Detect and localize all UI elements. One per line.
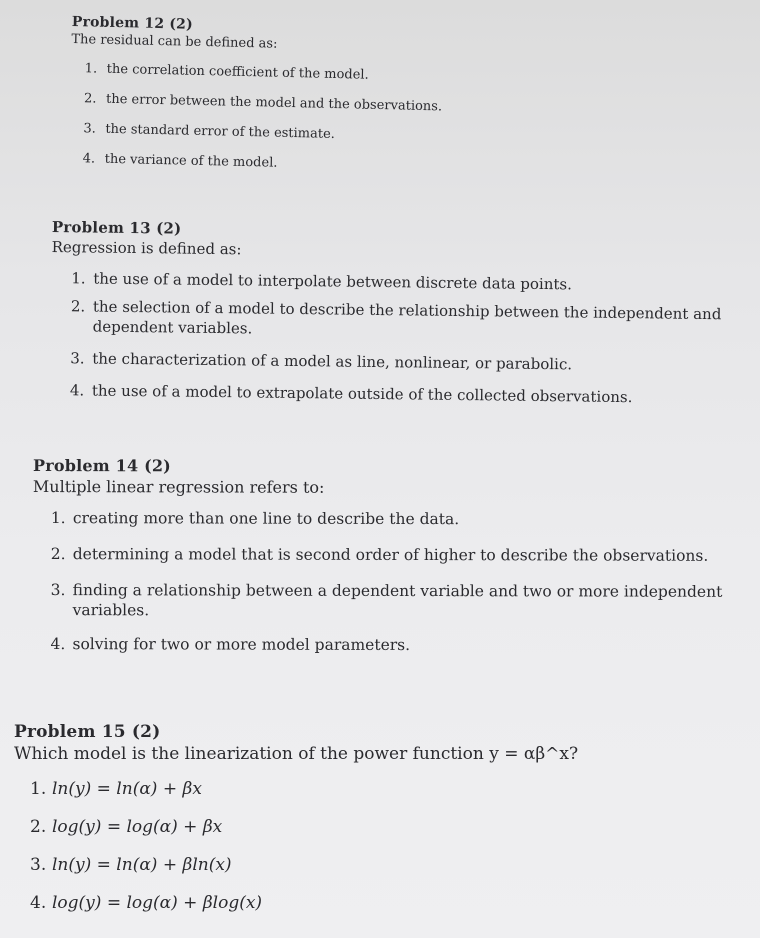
option-text: finding a relationship between a dependent variable and two or more independent variables.	[72, 581, 723, 620]
problem-stem: The residual can be defined as:	[71, 31, 278, 52]
option-number: 3.	[50, 581, 66, 600]
option-2	[30, 816, 734, 838]
option-number: 3.	[70, 349, 85, 368]
problem-stem: Which model is the linearization of the power function y = αβ^x?	[14, 744, 579, 764]
option-number: 1.	[30, 779, 47, 799]
option-text: the selection of a model to describe the relationship between the independent and dependent variables.	[92, 297, 722, 338]
option-text: the standard error of the estimate.	[105, 121, 336, 142]
option-text: the correlation coefficient of the model.	[106, 61, 369, 83]
option-3	[51, 580, 753, 622]
option-1	[71, 268, 741, 296]
option-text: the use of a model to extrapolate outside of the collected observations.	[91, 381, 633, 407]
problem-title: Problem 15 (2)	[14, 722, 161, 742]
option-1	[51, 508, 753, 530]
problem-title: Problem 13 (2)	[51, 218, 182, 238]
option-equation: log(y) = log(α) + βx	[52, 817, 223, 837]
option-2	[51, 544, 753, 566]
option-text: creating more than one line to describe the data.	[72, 509, 460, 529]
option-4	[30, 892, 734, 914]
option-number: 1.	[84, 61, 98, 77]
option-2	[71, 296, 741, 344]
option-number: 3.	[83, 121, 96, 137]
option-number: 3.	[30, 855, 47, 875]
problem-title: Problem 14 (2)	[32, 456, 171, 476]
problem-14	[32, 456, 753, 656]
problem-15	[14, 722, 734, 914]
option-1	[85, 59, 541, 89]
option-3	[83, 119, 539, 149]
option-number: 4.	[30, 893, 47, 913]
option-number: 4.	[82, 151, 96, 167]
option-number: 4.	[69, 381, 85, 400]
option-text: the variance of the model.	[104, 151, 278, 171]
option-number: 2.	[30, 817, 47, 837]
option-text: determining a model that is second order of higher to describe the observations.	[72, 545, 709, 565]
problem-title: Problem 12 (2)	[71, 14, 194, 33]
option-3	[30, 854, 734, 876]
option-number: 4.	[50, 635, 66, 654]
option-2	[84, 89, 540, 119]
option-text: the error between the model and the observations.	[105, 91, 443, 115]
option-text: solving for two or more model parameters.	[72, 635, 411, 654]
option-number: 1.	[50, 509, 66, 528]
option-number: 2.	[50, 545, 66, 564]
problem-stem: Multiple linear regression refers to:	[32, 476, 325, 497]
option-4	[50, 634, 752, 656]
option-equation: log(y) = log(α) + βlog(x)	[52, 893, 263, 913]
option-3	[70, 348, 740, 376]
option-equation: ln(y) = ln(α) + βx	[52, 779, 202, 799]
option-1	[30, 778, 734, 800]
option-text: the characterization of a model as line, nonlinear, or parabolic.	[92, 349, 573, 374]
problem-stem: Regression is defined as:	[51, 237, 242, 259]
option-number: 2.	[70, 297, 86, 316]
option-4	[70, 380, 740, 408]
option-4	[82, 149, 538, 179]
problem-12	[68, 14, 541, 180]
option-text: the use of a model to interpolate between discrete data points.	[93, 269, 573, 294]
problem-13	[50, 218, 742, 408]
option-number: 1.	[71, 269, 86, 288]
option-equation: ln(y) = ln(α) + βln(x)	[52, 855, 232, 875]
option-number: 2.	[83, 91, 97, 107]
